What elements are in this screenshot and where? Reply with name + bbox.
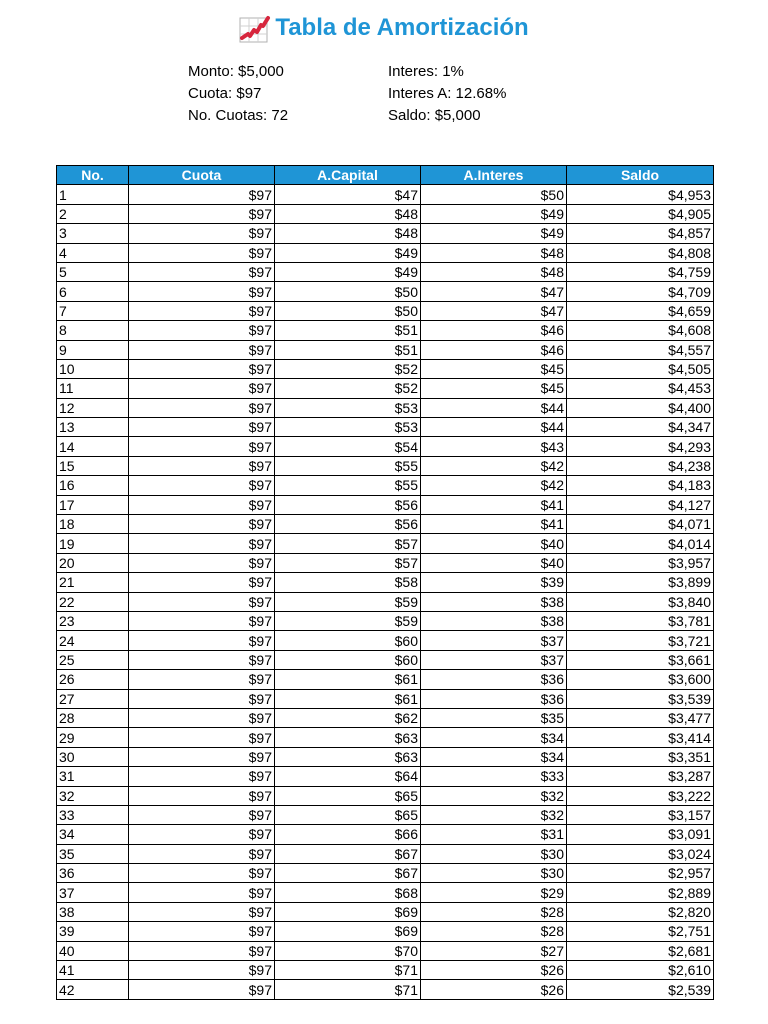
table-row [57,844,714,863]
cell-saldo: $2,681 [567,941,714,960]
cell-capital: $63 [275,728,421,747]
cell-cuota: $97 [129,728,275,747]
cell-saldo: $3,222 [567,786,714,805]
cell-interes: $41 [421,495,567,514]
cell-cuota: $97 [129,456,275,475]
cell-interes: $45 [421,379,567,398]
cell-interes: $48 [421,262,567,281]
cell-cuota: $97 [129,379,275,398]
cell-no: 27 [57,689,129,708]
cell-no: 8 [57,321,129,340]
saldo-label: Saldo: $5,000 [388,107,481,124]
cell-capital: $67 [275,864,421,883]
cell-interes: $34 [421,747,567,766]
cell-no: 17 [57,495,129,514]
cell-no: 30 [57,747,129,766]
cell-saldo: $3,157 [567,805,714,824]
cell-saldo: $2,820 [567,902,714,921]
cell-cuota: $97 [129,825,275,844]
cell-capital: $48 [275,204,421,223]
cell-interes: $42 [421,456,567,475]
cell-no: 38 [57,902,129,921]
cell-no: 3 [57,224,129,243]
cell-capital: $62 [275,708,421,727]
cell-capital: $48 [275,224,421,243]
header-saldo: Saldo [567,166,714,185]
cell-saldo: $3,899 [567,573,714,592]
cell-saldo: $3,091 [567,825,714,844]
cell-capital: $59 [275,611,421,630]
table-row [57,437,714,456]
cell-no: 22 [57,592,129,611]
table-row [57,611,714,630]
cell-interes: $36 [421,670,567,689]
cell-no: 7 [57,301,129,320]
cell-no: 5 [57,262,129,281]
cell-capital: $69 [275,922,421,941]
cell-cuota: $97 [129,262,275,281]
cell-capital: $53 [275,398,421,417]
cell-saldo: $4,183 [567,476,714,495]
cell-saldo: $4,557 [567,340,714,359]
table-row [57,534,714,553]
cell-capital: $65 [275,786,421,805]
cell-capital: $53 [275,418,421,437]
cell-cuota: $97 [129,611,275,630]
interes-label: Interes: 1% [388,63,464,80]
cell-cuota: $97 [129,476,275,495]
cell-interes: $41 [421,515,567,534]
cell-capital: $51 [275,321,421,340]
monto-label: Monto: $5,000 [188,63,284,80]
cell-no: 13 [57,418,129,437]
cell-saldo: $4,347 [567,418,714,437]
table-row [57,747,714,766]
cell-no: 16 [57,476,129,495]
cell-interes: $31 [421,825,567,844]
table-row [57,592,714,611]
table-row [57,495,714,514]
cell-saldo: $4,905 [567,204,714,223]
cell-interes: $47 [421,282,567,301]
summary-row [188,83,588,105]
table-row [57,476,714,495]
cell-capital: $55 [275,476,421,495]
header-cuota: Cuota [129,166,275,185]
table-row [57,902,714,921]
cell-interes: $29 [421,883,567,902]
table-row [57,689,714,708]
cell-no: 20 [57,553,129,572]
table-row [57,805,714,824]
cell-interes: $45 [421,359,567,378]
cell-capital: $67 [275,844,421,863]
cell-interes: $44 [421,398,567,417]
cell-cuota: $97 [129,204,275,223]
cell-saldo: $4,400 [567,398,714,417]
cell-capital: $49 [275,262,421,281]
table-row [57,980,714,999]
cell-cuota: $97 [129,864,275,883]
cell-capital: $51 [275,340,421,359]
cell-capital: $50 [275,301,421,320]
table-row [57,418,714,437]
cell-cuota: $97 [129,650,275,669]
cell-interes: $40 [421,534,567,553]
cell-capital: $58 [275,573,421,592]
cell-capital: $66 [275,825,421,844]
table-row [57,631,714,650]
cell-no: 36 [57,864,129,883]
cell-interes: $30 [421,864,567,883]
cell-no: 11 [57,379,129,398]
cell-interes: $34 [421,728,567,747]
cell-saldo: $3,781 [567,611,714,630]
table-row [57,262,714,281]
header-no: No. [57,166,129,185]
cell-cuota: $97 [129,534,275,553]
cell-cuota: $97 [129,631,275,650]
chart-increasing-icon [239,12,271,44]
cell-no: 29 [57,728,129,747]
cell-saldo: $4,127 [567,495,714,514]
cell-no: 39 [57,922,129,941]
amortization-table [56,165,714,1000]
cell-interes: $46 [421,321,567,340]
table-row [57,282,714,301]
cell-cuota: $97 [129,359,275,378]
cell-interes: $46 [421,340,567,359]
cell-cuota: $97 [129,767,275,786]
cell-saldo: $2,610 [567,961,714,980]
table-row [57,650,714,669]
cell-saldo: $3,477 [567,708,714,727]
cell-interes: $44 [421,418,567,437]
cell-cuota: $97 [129,980,275,999]
cell-cuota: $97 [129,844,275,863]
cell-interes: $26 [421,961,567,980]
cell-no: 26 [57,670,129,689]
cell-interes: $37 [421,631,567,650]
cell-capital: $60 [275,650,421,669]
cell-capital: $63 [275,747,421,766]
cell-interes: $35 [421,708,567,727]
cell-cuota: $97 [129,747,275,766]
table-row [57,359,714,378]
cell-saldo: $3,287 [567,767,714,786]
cell-interes: $32 [421,786,567,805]
cell-no: 34 [57,825,129,844]
cell-saldo: $4,808 [567,243,714,262]
cell-saldo: $3,721 [567,631,714,650]
cell-saldo: $3,024 [567,844,714,863]
cell-saldo: $2,889 [567,883,714,902]
cell-no: 28 [57,708,129,727]
table-header-row [57,166,714,185]
cell-saldo: $2,957 [567,864,714,883]
cuota-label: Cuota: $97 [188,85,262,102]
table-row [57,515,714,534]
cell-interes: $50 [421,185,567,204]
cell-cuota: $97 [129,786,275,805]
cell-cuota: $97 [129,243,275,262]
cell-cuota: $97 [129,670,275,689]
cell-cuota: $97 [129,224,275,243]
cell-no: 41 [57,961,129,980]
cell-cuota: $97 [129,437,275,456]
table-row [57,941,714,960]
cell-saldo: $3,661 [567,650,714,669]
cell-cuota: $97 [129,340,275,359]
cell-no: 25 [57,650,129,669]
cell-cuota: $97 [129,515,275,534]
cell-no: 42 [57,980,129,999]
cell-no: 18 [57,515,129,534]
cell-cuota: $97 [129,592,275,611]
page-header [0,12,768,46]
cell-interes: $38 [421,611,567,630]
cell-interes: $49 [421,204,567,223]
cell-saldo: $3,840 [567,592,714,611]
table-row [57,708,714,727]
cell-saldo: $4,608 [567,321,714,340]
cell-no: 9 [57,340,129,359]
cell-no: 6 [57,282,129,301]
table-row [57,825,714,844]
cell-capital: $52 [275,379,421,398]
table-row [57,553,714,572]
cell-no: 24 [57,631,129,650]
cell-interes: $36 [421,689,567,708]
cell-no: 19 [57,534,129,553]
cell-capital: $71 [275,961,421,980]
cell-capital: $61 [275,670,421,689]
cell-capital: $64 [275,767,421,786]
cell-cuota: $97 [129,321,275,340]
cell-no: 2 [57,204,129,223]
cell-capital: $57 [275,553,421,572]
cell-saldo: $4,014 [567,534,714,553]
cell-interes: $40 [421,553,567,572]
table-row [57,728,714,747]
cell-interes: $48 [421,243,567,262]
cell-saldo: $4,293 [567,437,714,456]
table-row [57,321,714,340]
cell-capital: $71 [275,980,421,999]
cell-capital: $69 [275,902,421,921]
cell-no: 40 [57,941,129,960]
cell-capital: $55 [275,456,421,475]
cell-no: 14 [57,437,129,456]
cell-interes: $49 [421,224,567,243]
interes-anual-label: Interes A: 12.68% [388,85,507,102]
cell-capital: $60 [275,631,421,650]
cell-no: 32 [57,786,129,805]
cell-cuota: $97 [129,553,275,572]
cell-capital: $70 [275,941,421,960]
cell-capital: $61 [275,689,421,708]
cell-no: 15 [57,456,129,475]
cell-no: 21 [57,573,129,592]
header-capital: A.Capital [275,166,421,185]
cell-cuota: $97 [129,573,275,592]
cell-saldo: $4,071 [567,515,714,534]
cell-saldo: $4,238 [567,456,714,475]
cell-cuota: $97 [129,418,275,437]
cell-interes: $28 [421,922,567,941]
cell-cuota: $97 [129,805,275,824]
cell-saldo: $3,414 [567,728,714,747]
cell-cuota: $97 [129,902,275,921]
cell-saldo: $3,351 [567,747,714,766]
cell-capital: $65 [275,805,421,824]
cell-cuota: $97 [129,301,275,320]
cell-interes: $42 [421,476,567,495]
cell-interes: $33 [421,767,567,786]
cell-cuota: $97 [129,922,275,941]
cell-no: 33 [57,805,129,824]
cell-capital: $50 [275,282,421,301]
table-row [57,883,714,902]
cell-saldo: $4,759 [567,262,714,281]
page-title: Tabla de Amortización [275,14,529,41]
cell-cuota: $97 [129,883,275,902]
table-row [57,922,714,941]
cell-saldo: $4,953 [567,185,714,204]
cell-interes: $27 [421,941,567,960]
table-row [57,340,714,359]
cell-interes: $38 [421,592,567,611]
table-row [57,670,714,689]
cell-interes: $28 [421,902,567,921]
table-row [57,185,714,204]
table-row [57,961,714,980]
cell-no: 37 [57,883,129,902]
cell-capital: $68 [275,883,421,902]
cell-cuota: $97 [129,185,275,204]
cell-no: 10 [57,359,129,378]
cell-saldo: $3,600 [567,670,714,689]
cell-cuota: $97 [129,495,275,514]
cell-saldo: $4,453 [567,379,714,398]
summary-row [188,61,588,83]
cell-cuota: $97 [129,961,275,980]
cell-no: 1 [57,185,129,204]
cell-capital: $52 [275,359,421,378]
cell-interes: $39 [421,573,567,592]
cell-saldo: $3,957 [567,553,714,572]
cell-cuota: $97 [129,689,275,708]
table-row [57,398,714,417]
cell-interes: $32 [421,805,567,824]
cell-cuota: $97 [129,941,275,960]
cell-cuota: $97 [129,282,275,301]
cell-capital: $57 [275,534,421,553]
cell-interes: $26 [421,980,567,999]
cell-saldo: $2,539 [567,980,714,999]
table-row [57,301,714,320]
no-cuotas-label: No. Cuotas: 72 [188,107,289,124]
cell-capital: $54 [275,437,421,456]
cell-interes: $30 [421,844,567,863]
table-body [57,185,714,999]
cell-saldo: $2,751 [567,922,714,941]
table-row [57,456,714,475]
cell-saldo: $3,539 [567,689,714,708]
cell-interes: $47 [421,301,567,320]
cell-capital: $59 [275,592,421,611]
cell-cuota: $97 [129,708,275,727]
cell-cuota: $97 [129,398,275,417]
cell-no: 12 [57,398,129,417]
cell-no: 23 [57,611,129,630]
table-row [57,864,714,883]
title-group [239,12,528,44]
table-row [57,243,714,262]
table-row [57,379,714,398]
cell-no: 31 [57,767,129,786]
loan-summary [188,61,588,127]
cell-saldo: $4,709 [567,282,714,301]
summary-row [188,105,588,127]
cell-no: 4 [57,243,129,262]
cell-capital: $47 [275,185,421,204]
cell-no: 35 [57,844,129,863]
table-row [57,204,714,223]
cell-interes: $37 [421,650,567,669]
table-row [57,767,714,786]
cell-saldo: $4,857 [567,224,714,243]
cell-capital: $49 [275,243,421,262]
cell-saldo: $4,505 [567,359,714,378]
table-row [57,786,714,805]
table-row [57,573,714,592]
cell-saldo: $4,659 [567,301,714,320]
cell-capital: $56 [275,515,421,534]
cell-interes: $43 [421,437,567,456]
header-interes: A.Interes [421,166,567,185]
table-row [57,224,714,243]
cell-capital: $56 [275,495,421,514]
